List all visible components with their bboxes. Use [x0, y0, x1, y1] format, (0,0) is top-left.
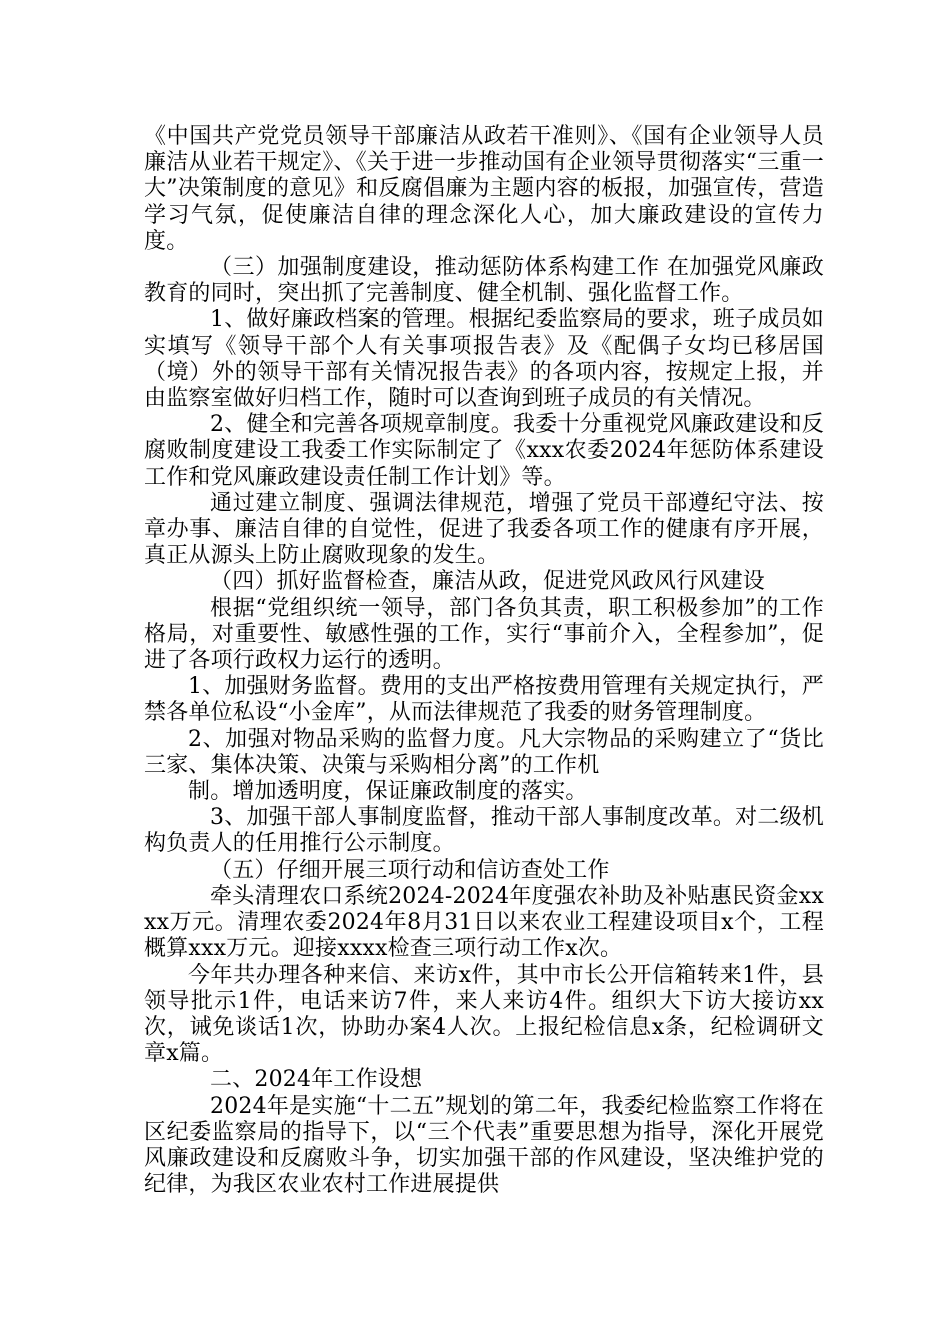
section-heading-4: （四）抓好监督检查，廉洁从政，促进党风政风行风建设: [210, 569, 766, 595]
paragraph-14: 今年共办理各种来信、来访x件，其中市长公开信箱转来1件，县领导批示1件，电话来访7件，来人来访4件。组织大下访大接访xx次，诫免谈话1次，协助办案4人次。上报纪检信息x条，纪检调研文章x篇。: [144, 962, 824, 1067]
paragraph-1: 《中国共产党党员领导干部廉洁从政若干准则》、《国有企业领导人员廉洁从业若干规定》、《关于进一步推动国有企业领导贯彻落实“三重一大”决策制度的意见》和反腐倡廉为主题内容的板报，加强宣传，营造学习气氛，促使廉洁自律的理念深化人心，加大廉政建设的宣传力度。: [144, 124, 824, 254]
paragraph-4: 2、健全和完善各项规章制度。我委十分重视党风廉政建设和反腐败制度建设工我委工作实际制定了《xxx农委2024年惩防体系建设工作和党风廉政建设责任制工作计划》等。: [144, 412, 824, 490]
document-body: [144, 124, 824, 1198]
paragraph-10: 制。增加透明度，保证廉政制度的落实。: [188, 779, 588, 805]
paragraph-8: 1、加强财务监督。费用的支出严格按费用管理有关规定执行，严禁各单位私设“小金库”，从而法律规范了我委的财务管理制度。: [144, 674, 824, 726]
paragraph-16: 2024年是实施“十二五”规划的第二年，我委纪检监察工作将在区纪委监察局的指导下，以“三个代表”重要思想为指导，深化开展党风廉政建设和反腐败斗争，切实加强干部的作风建设，坚决维护党的纪律，为我区农业农村工作进展提供: [144, 1093, 824, 1198]
paragraph-13: 牵头清理农口系统2024-2024年度强农补助及补贴惠民资金xxxx万元。清理农委2024年8月31日以来农业工程建设项目x个，工程概算xxx万元。迎接xxxx检查三项行动工作x次。: [144, 883, 824, 962]
paragraph-11: 3、加强干部人事制度监督，推动干部人事制度改革。对二级机构负责人的任用推行公示制度。: [144, 805, 824, 857]
section-heading-2: 二、2024年工作设想: [210, 1067, 423, 1093]
paragraph-3: 1、做好廉政档案的管理。根据纪委监察局的要求，班子成员如实填写《领导干部个人有关事项报告表》及《配偶子女均已移居国（境）外的领导干部有关情况报告表》的各项内容，按规定上报，并由监察室做好归档工作，随时可以查询到班子成员的有关情况。: [144, 307, 824, 412]
paragraph-5: 通过建立制度、强调法律规范，增强了党员干部遵纪守法、按章办事、廉洁自律的自觉性，促进了我委各项工作的健康有序开展，真正从源头上防止腐败现象的发生。: [144, 490, 824, 569]
paragraph-9: 2、加强对物品采购的监督力度。凡大宗物品的采购建立了“货比三家、集体决策、决策与采购相分离”的工作机: [144, 726, 824, 778]
paragraph-7: 根据“党组织统一领导，部门各负其责，职工积极参加”的工作格局，对重要性、敏感性强的工作，实行“事前介入，全程参加”，促进了各项行政权力运行的透明。: [144, 595, 824, 674]
section-heading-5: （五）仔细开展三项行动和信访查处工作: [210, 857, 610, 883]
section-heading-3: （三）加强制度建设，推动惩防体系构建工作 在加强党风廉政教育的同时，突出抓了完善制度、健全机制、强化监督工作。: [144, 255, 824, 307]
